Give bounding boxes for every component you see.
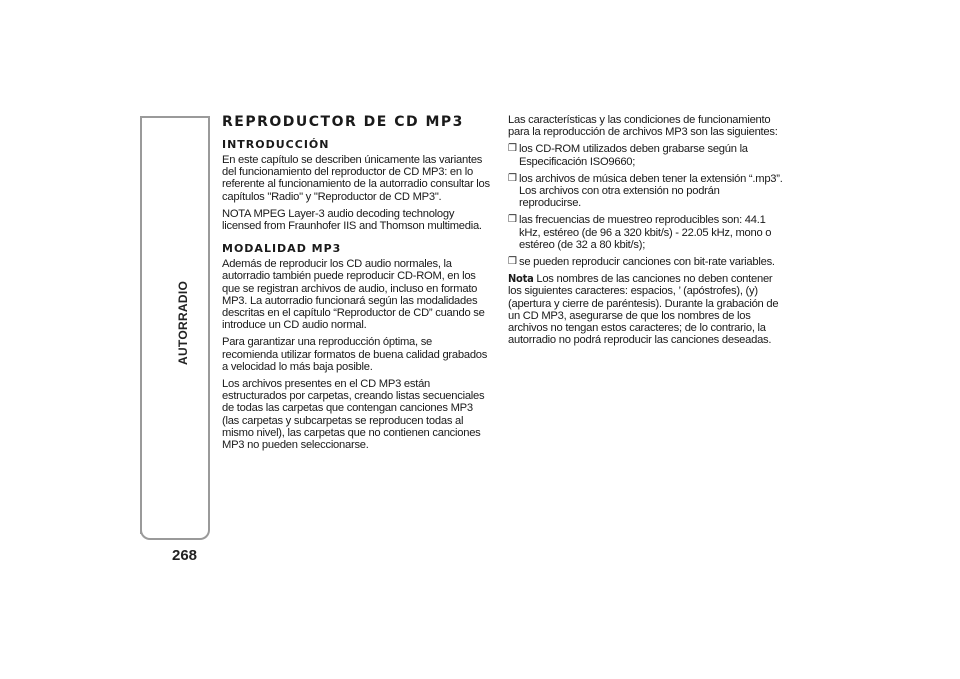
section-heading-introduccion: INTRODUCCIÓN <box>222 138 330 151</box>
paragraph: NOTA MPEG Layer-3 audio decoding technology licensed from Fraunhofer IIS and Thomson multimedia. <box>222 207 482 233</box>
list-item <box>508 214 783 251</box>
intro-paragraph: Las características y las condiciones de funcionamiento para la reproducción de archivos MP3 son las siguientes: <box>508 114 778 139</box>
note-label: Nota <box>508 272 534 286</box>
section-side-label: AUTORRADIO <box>176 280 190 365</box>
paragraph: Los archivos presentes en el CD MP3 están estructurados por carpetas, creando listas secuenciales de todas las carpetas que contengan canciones MP3 (las carpetas y subcarpetas se reproducen todas al mismo nivel), las carpetas que no contienen canciones MP3 no pueden seleccionarse. <box>222 378 485 452</box>
list-item-text: los CD-ROM utilizados deben grabarse según la Especificación ISO9660; <box>519 143 748 168</box>
page-number: 268 <box>172 547 198 564</box>
checkbox-bullet-icon: ❒ <box>508 172 517 184</box>
list-item <box>508 143 783 167</box>
note-paragraph <box>508 273 783 346</box>
section-heading-modalidad-mp3: MODALIDAD MP3 <box>222 242 342 256</box>
list-item-text: se pueden reproducir canciones con bit-rate variables. <box>519 256 775 269</box>
paragraph: En este capítulo se describen únicamente las variantes del funcionamiento del reproductor de CD MP3: en lo referente al funcionamiento de la autorradio consultar los capítulos "Radio" y "Reproductor de CD MP3". <box>222 154 490 203</box>
page-title: REPRODUCTOR DE CD MP3 <box>222 114 464 130</box>
list-item <box>508 173 783 210</box>
frame-right-line <box>208 116 210 528</box>
checkbox-bullet-icon: ❒ <box>508 256 517 268</box>
frame-left-line <box>140 116 142 534</box>
frame-bottom-line <box>152 538 200 540</box>
list-item-text: las frecuencias de muestreo reproducibles son: 44.1 kHz, estéreo (de 96 a 320 kbit/s) - 22.05 kHz, mono o estéreo (de 32 a 80 kbit/s); <box>519 214 772 251</box>
left-column <box>222 114 490 456</box>
frame-top-line <box>140 116 210 118</box>
right-column <box>508 114 783 351</box>
checkbox-bullet-icon: ❒ <box>508 214 517 226</box>
checkbox-bullet-icon: ❒ <box>508 143 517 155</box>
paragraph: Para garantizar una reproducción óptima, se recomienda utilizar formatos de buena calidad grabados a velocidad lo más baja posible. <box>222 336 488 373</box>
list-item <box>508 256 783 268</box>
paragraph: Además de reproducir los CD audio normales, la autorradio también puede reproducir CD-ROM, en los que se registran archivos de audio, incluso en formato MP3. La autorradio funcionará según las modalidades descritas en el capítulo “Reproductor de CD” cuando se introduce un CD audio normal. <box>222 258 485 332</box>
note-text: Los nombres de las canciones no deben contener los siguientes caracteres: espacios, ’ (apóstrofes), (y) (apertura y cierre de paréntesis). Durante la grabación de un CD MP3, asegurarse de que los nombres de los archivos no tengan estos caracteres; de lo contrario, la autorradio no podrá reproducir las canciones deseadas. <box>508 273 779 347</box>
requirements-list <box>508 143 783 268</box>
list-item-text: los archivos de música deben tener la extensión “.mp3”. Los archivos con otra extensión no podrán reproducirse. <box>519 172 783 210</box>
